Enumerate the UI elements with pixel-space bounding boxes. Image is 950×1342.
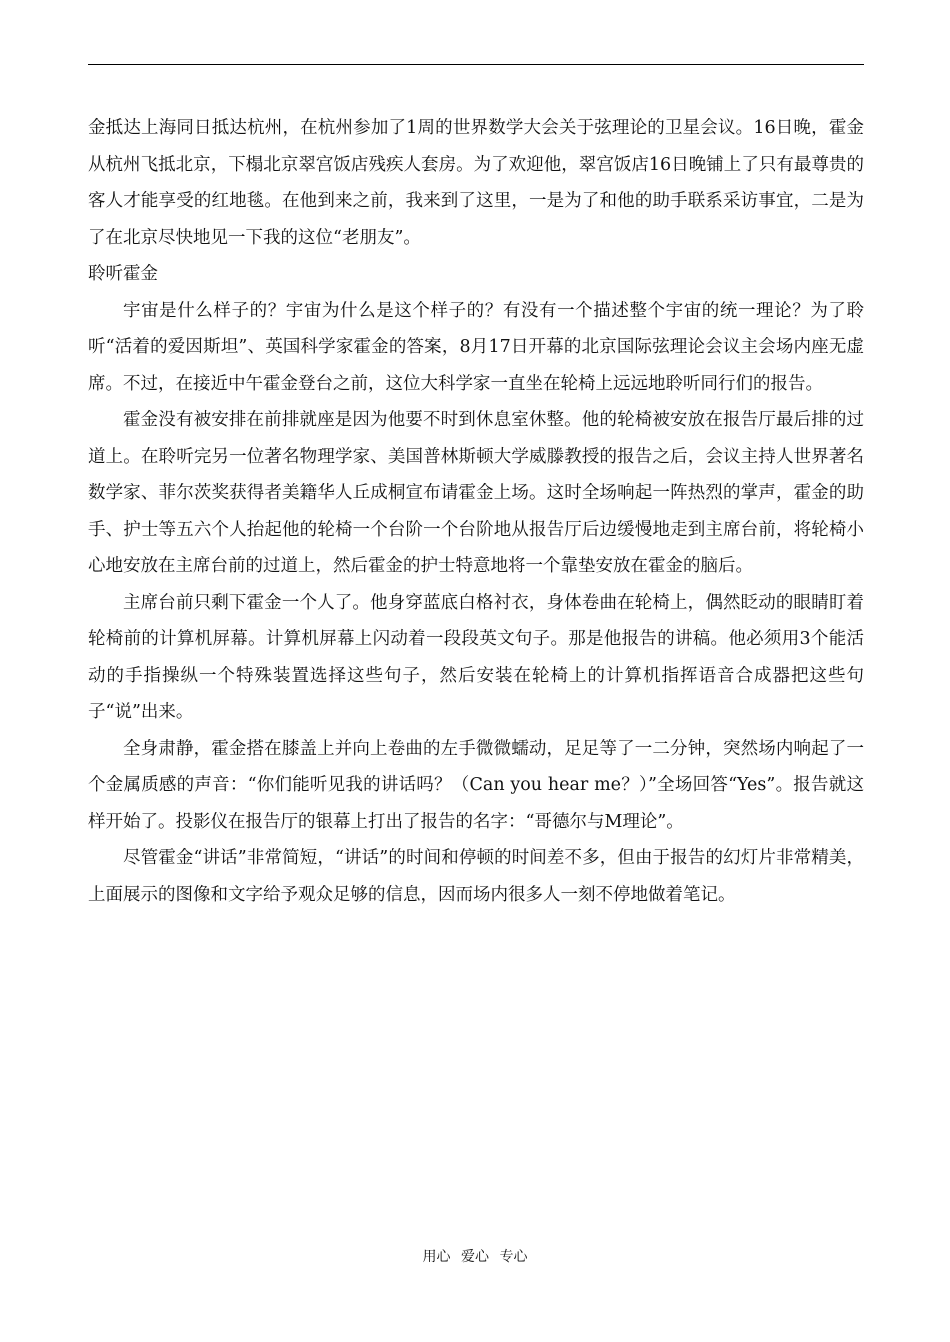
header-rule [88, 64, 864, 65]
paragraph: 尽管霍金“讲话”非常简短，“讲话”的时间和停顿的时间差不多，但由于报告的幻灯片非常精美，上面展示的图像和文字给予观众足够的信息，因而场内很多人一刻不停地做着笔记。 [88, 848, 864, 905]
page-footer: 用心 爱心 专心 [422, 1249, 528, 1265]
paragraph: 主席台前只剩下霍金一个人了。他身穿蓝底白格衬衣，身体卷曲在轮椅上，偶然眨动的眼睛盯着轮椅前的计算机屏幕。计算机屏幕上闪动着一段段英文句子。那是他报告的讲稿。他必须用3个能活动的手指操纵一个特殊装置选择这些句子，然后安装在轮椅上的计算机指挥语音合成器把这些句子“说”出来。 [88, 592, 864, 722]
paragraph-continuation: 金抵达上海同日抵达杭州，在杭州参加了1周的世界数学大会关于弦理论的卫星会议。16日晚，霍金从杭州飞抵北京，下榻北京翠宫饭店残疾人套房。为了欢迎他，翠宫饭店16日晚铺上了只有最尊贵的客人才能享受的红地毯。在他到来之前，我来到了这里，一是为了和他的助手联系采访事宜，二是为了在北京尽快地见一下我的这位“老朋友”。 [88, 118, 864, 248]
section-heading: 聆听霍金 [88, 264, 158, 284]
paragraph: 全身肃静，霍金搭在膝盖上并向上卷曲的左手微微蠕动，足足等了一二分钟，突然场内响起了一个金属质感的声音：“你们能听见我的讲话吗？（Can you hear me？）”全场回答“Yes”。报告就这样开始了。投影仪在报告厅的银幕上打出了报告的名字：“哥德尔与M理论”。 [88, 738, 864, 832]
document-body [88, 110, 864, 913]
paragraph: 霍金没有被安排在前排就座是因为他要不时到休息室休整。他的轮椅被安放在报告厅最后排的过道上。在聆听完另一位著名物理学家、美国普林斯顿大学威滕教授的报告之后，会议主持人世界著名数学家、菲尔茨奖获得者美籍华人丘成桐宣布请霍金上场。这时全场响起一阵热烈的掌声，霍金的助手、护士等五六个人抬起他的轮椅一个台阶一个台阶地从报告厅后边缓慢地走到主席台前，将轮椅小心地安放在主席台前的过道上，然后霍金的护士特意地将一个靠垫安放在霍金的脑后。 [88, 410, 864, 576]
paragraph: 宇宙是什么样子的？宇宙为什么是这个样子的？有没有一个描述整个宇宙的统一理论？为了聆听“活着的爱因斯坦”、英国科学家霍金的答案，8月17日开幕的北京国际弦理论会议主会场内座无虚席。不过，在接近中午霍金登台之前，这位大科学家一直坐在轮椅上远远地聆听同行们的报告。 [88, 300, 864, 394]
